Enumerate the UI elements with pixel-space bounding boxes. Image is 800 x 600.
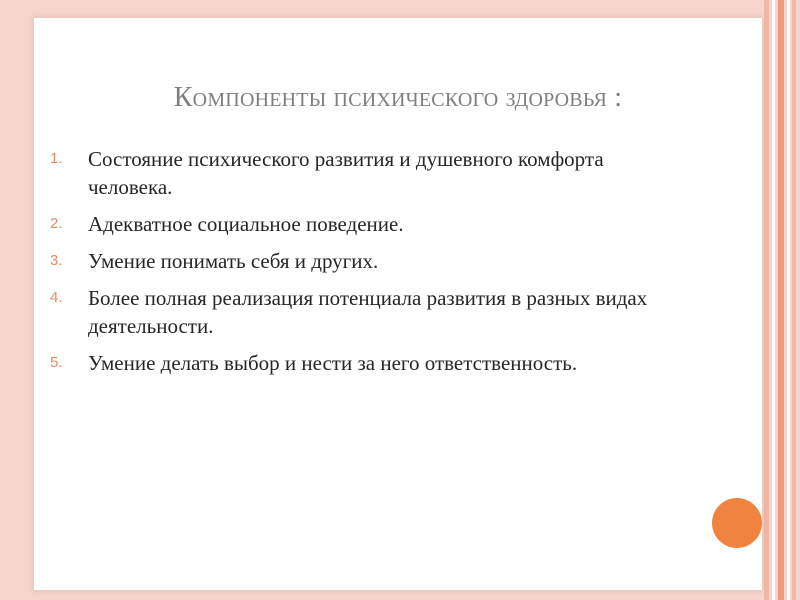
list-item-text: Более полная реализация потенциала развития в разных видах деятельности. bbox=[88, 286, 648, 338]
decorative-stripe bbox=[787, 0, 790, 600]
list-item bbox=[50, 145, 670, 201]
decorative-stripe bbox=[792, 0, 796, 600]
decorative-circle bbox=[712, 498, 762, 548]
list-item bbox=[50, 349, 670, 377]
list-item-text: Состояние психического развития и душевного комфорта человека. bbox=[88, 147, 604, 199]
list-item bbox=[50, 284, 670, 340]
frame-bottom-border bbox=[0, 590, 800, 600]
decorative-stripe bbox=[778, 0, 784, 600]
frame-left-border bbox=[0, 0, 34, 600]
list-item-text: Умение понимать себя и других. bbox=[88, 249, 379, 273]
list-item-number: 2. bbox=[50, 215, 63, 232]
decorative-stripe bbox=[772, 0, 775, 600]
list-item-text: Адекватное социальное поведение. bbox=[88, 212, 404, 236]
frame-top-border bbox=[0, 0, 800, 18]
list-item-number: 4. bbox=[50, 289, 63, 306]
list-item bbox=[50, 247, 670, 275]
list-item-text: Умение делать выбор и нести за него ответственность. bbox=[88, 351, 578, 375]
list-item-number: 1. bbox=[50, 150, 63, 167]
list-item-number: 3. bbox=[50, 252, 63, 269]
list-item bbox=[50, 210, 670, 238]
slide-title: Компоненты психического здоровья : bbox=[173, 82, 623, 113]
list-item-number: 5. bbox=[50, 354, 63, 371]
decorative-stripe bbox=[764, 0, 769, 600]
components-list bbox=[50, 145, 670, 386]
